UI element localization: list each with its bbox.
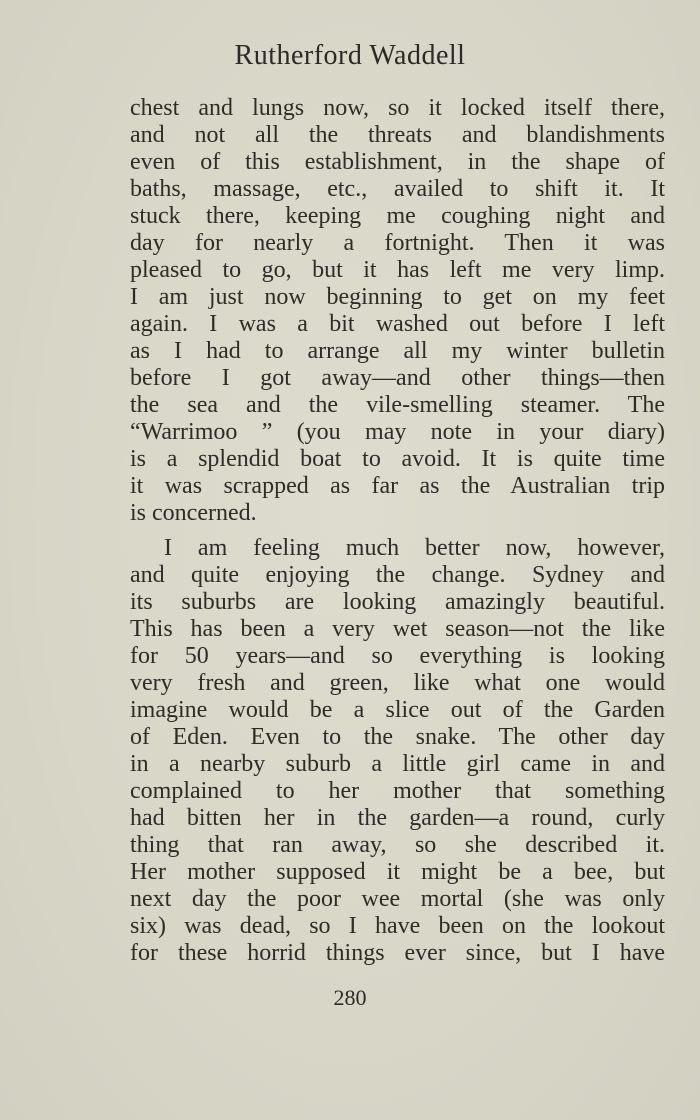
text-line: day for nearly a fortnight. Then it was: [130, 230, 665, 256]
paragraph-gap: [130, 527, 665, 535]
text-line: pleased to go, but it has left me very limp.: [130, 257, 665, 283]
text-line: and not all the threats and blandishments: [130, 122, 665, 148]
text-line: and quite enjoying the change. Sydney and: [130, 562, 665, 588]
text-line: before I got away—and other things—then: [130, 365, 665, 391]
paragraph-1: [130, 95, 665, 527]
text-line: in a nearby suburb a little girl came in and: [130, 751, 665, 777]
text-line: as I had to arrange all my winter bulletin: [130, 338, 665, 364]
text-line: for 50 years—and so everything is looking: [130, 643, 665, 669]
paragraph-2: [130, 535, 665, 967]
text-line: stuck there, keeping me coughing night and: [130, 203, 665, 229]
running-header: Rutherford Waddell: [234, 40, 466, 71]
text-line: next day the poor wee mortal (she was only: [130, 886, 665, 912]
text-line: six) was dead, so I have been on the lookout: [130, 913, 665, 939]
text-line: complained to her mother that something: [130, 778, 665, 804]
text-line: even of this establishment, in the shape of: [130, 149, 665, 175]
text-line: for these horrid things ever since, but I have: [130, 940, 665, 966]
text-line: again. I was a bit washed out before I left: [130, 311, 665, 337]
text-line: This has been a very wet season—not the like: [130, 616, 665, 642]
text-line: is a splendid boat to avoid. It is quite time: [130, 446, 665, 472]
text-line: of Eden. Even to the snake. The other day: [130, 724, 665, 750]
text-line: had bitten her in the garden—a round, curly: [130, 805, 665, 831]
text-line: thing that ran away, so she described it.: [130, 832, 665, 858]
text-line: very fresh and green, like what one would: [130, 670, 665, 696]
text-line: is concerned.: [130, 500, 257, 526]
page-number: 280: [333, 985, 367, 1010]
text-line: Her mother supposed it might be a bee, but: [130, 859, 665, 885]
text-line: I am just now beginning to get on my feet: [130, 284, 665, 310]
text-line: its suburbs are looking amazingly beautiful.: [130, 589, 665, 615]
text-line: chest and lungs now, so it locked itself there,: [130, 95, 665, 121]
text-line: baths, massage, etc., availed to shift it. It: [130, 176, 665, 202]
text-line: the sea and the vile-smelling steamer. The: [130, 392, 665, 418]
text-line: “Warrimoo ” (you may note in your diary): [130, 419, 665, 445]
text-line: I am feeling much better now, however,: [164, 535, 665, 561]
text-line: it was scrapped as far as the Australian trip: [130, 473, 665, 499]
body-text: [130, 95, 665, 967]
text-line: imagine would be a slice out of the Garden: [130, 697, 665, 723]
